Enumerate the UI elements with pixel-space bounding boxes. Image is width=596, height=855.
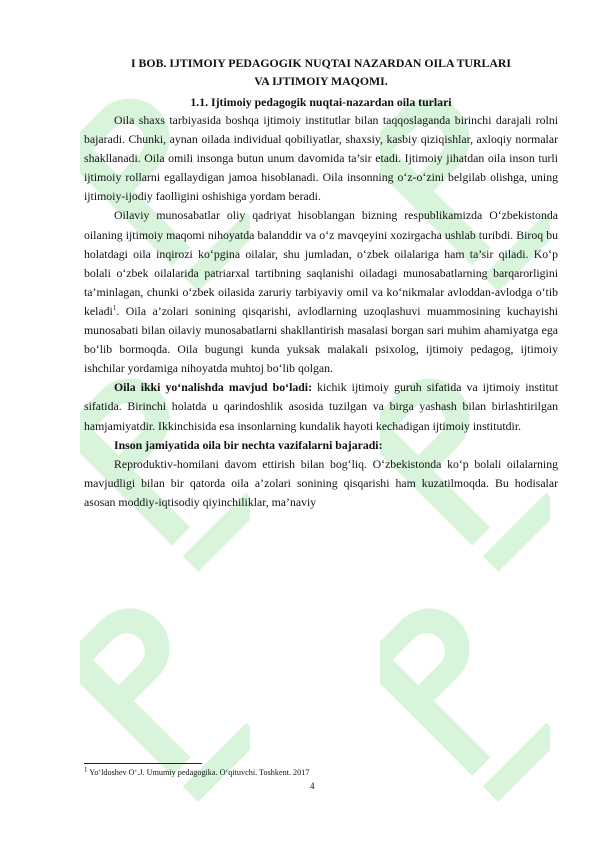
- footnote-ref: 1: [112, 304, 117, 313]
- footnote-divider: [84, 763, 202, 764]
- paragraph-1: Oila shaxs tarbiyasida boshqa ijtimoiy institutlar bilan taqqoslaganda birinchi darajali rolni bajaradi. Chunki, aynan oilada individual qobiliyatlar, shaxsiy, kasbiy qiziqishlar, axloqiy normalar shakllanadi. Oila omili insonga butun unum davomida ta’sir etadi. Ijtimoiy jihatdan oila inson turli ijtimoiy rollarni egallaydigan jamoa hisoblanadi. Oila insonning o‘z-o‘zini belgilab olishga, uning ijtimoiy-ijodiy faolligini oshishiga yordam beradi.: [84, 113, 558, 204]
- paragraph-3-lead: Oila ikki yo‘nalishda mavjud bo‘ladi:: [114, 380, 313, 395]
- paragraph-3: [84, 378, 558, 435]
- document-page: [84, 54, 558, 512]
- footnote-marker: 1: [84, 765, 88, 774]
- paragraph-5: Reproduktiv-homilani davom ettirish bilan bog‘liq. O‘zbekistonda ko‘p bolali oilalarning mavjudligi bilan bir qatorda oila a’zolari sonining qisqarishi ham kuzatilmoqda. Bu hodisalar asosan moddiy-iqtisodiy qiyinchiliklar, ma’naviy: [84, 456, 558, 509]
- paragraph-2: [84, 206, 558, 378]
- paragraph-2-part-a: Oilaviy munosabatlar oliy qadriyat hisoblangan bizning respublikamizda O‘zbekistonda oilaning ijtimoiy maqomi nihoyatda balanddir va o‘z mavqeyini xozirgacha ushlab turibdi. Biroq bu holatdagi oila inqirozi ko‘pgina oilalar, shu jumladan, o‘zbek oilalariga ham ta’sir qiladi. Ko‘p bolali o‘zbek oilalarida patriarxal tartibning saqlanishi oiladagi munosabatlarning barqarorligini ta’minlagan, chunki o‘zbek oilasida zaruriy tarbiyaviy omil va ko‘nikmalar avloddan-avlodga o‘tib keladi: [84, 208, 558, 318]
- chapter-heading: [84, 54, 558, 90]
- paragraph-3-rest: kichik ijtimoiy guruh sifatida va ijtimoiy institut sifatida. Birinchi holatda u qarindoshlik asosida tuzilgan va birga yashash bilan birlashtirilgan hamjamiyatdir. Ikkinchisida esa insonlarning kundalik hayoti kechadigan ijtimoiy institutdir.: [84, 380, 558, 433]
- footnote-text: Yo‘ldoshev O‘.J. Umumiy pedagogika. O‘qituvchi. Toshkent. 2017: [87, 768, 310, 777]
- paragraph-2-part-b: . Oila a’zolari sonining qisqarishi, avlodlarning uzoqlashuvi muammosining kuchayishi munosabati bilan oilaviy munosabatlarni shakllantirish masalasi borgan sari muhim ahamiyatga ega bo‘lib bormoqda. Oila bugungi kunda yuksak malakali psixolog, ijtimoiy pedagog, ijtimoiy ishchilar yordamiga nihoyatda muhtoj bo‘lib qolgan.: [84, 303, 558, 376]
- chapter-heading-line2: VA IJTIMOIY MAQOMI.: [254, 74, 388, 88]
- watermark-icon: [80, 560, 250, 850]
- chapter-heading-line1: I BOB. IJTIMOIY PEDAGOGIK NUQTAI NAZARDAN OILA TURLARI: [131, 56, 511, 70]
- watermark-icon: [380, 560, 550, 850]
- page-number: 4: [310, 781, 315, 791]
- paragraph-4-heading: Inson jamiyatida oila bir nechta vazifalarni bajaradi:: [114, 437, 383, 452]
- section-title: 1.1. Ijtimoiy pedagogik nuqtai-nazardan oila turlari: [190, 95, 452, 109]
- footnote: [84, 765, 310, 778]
